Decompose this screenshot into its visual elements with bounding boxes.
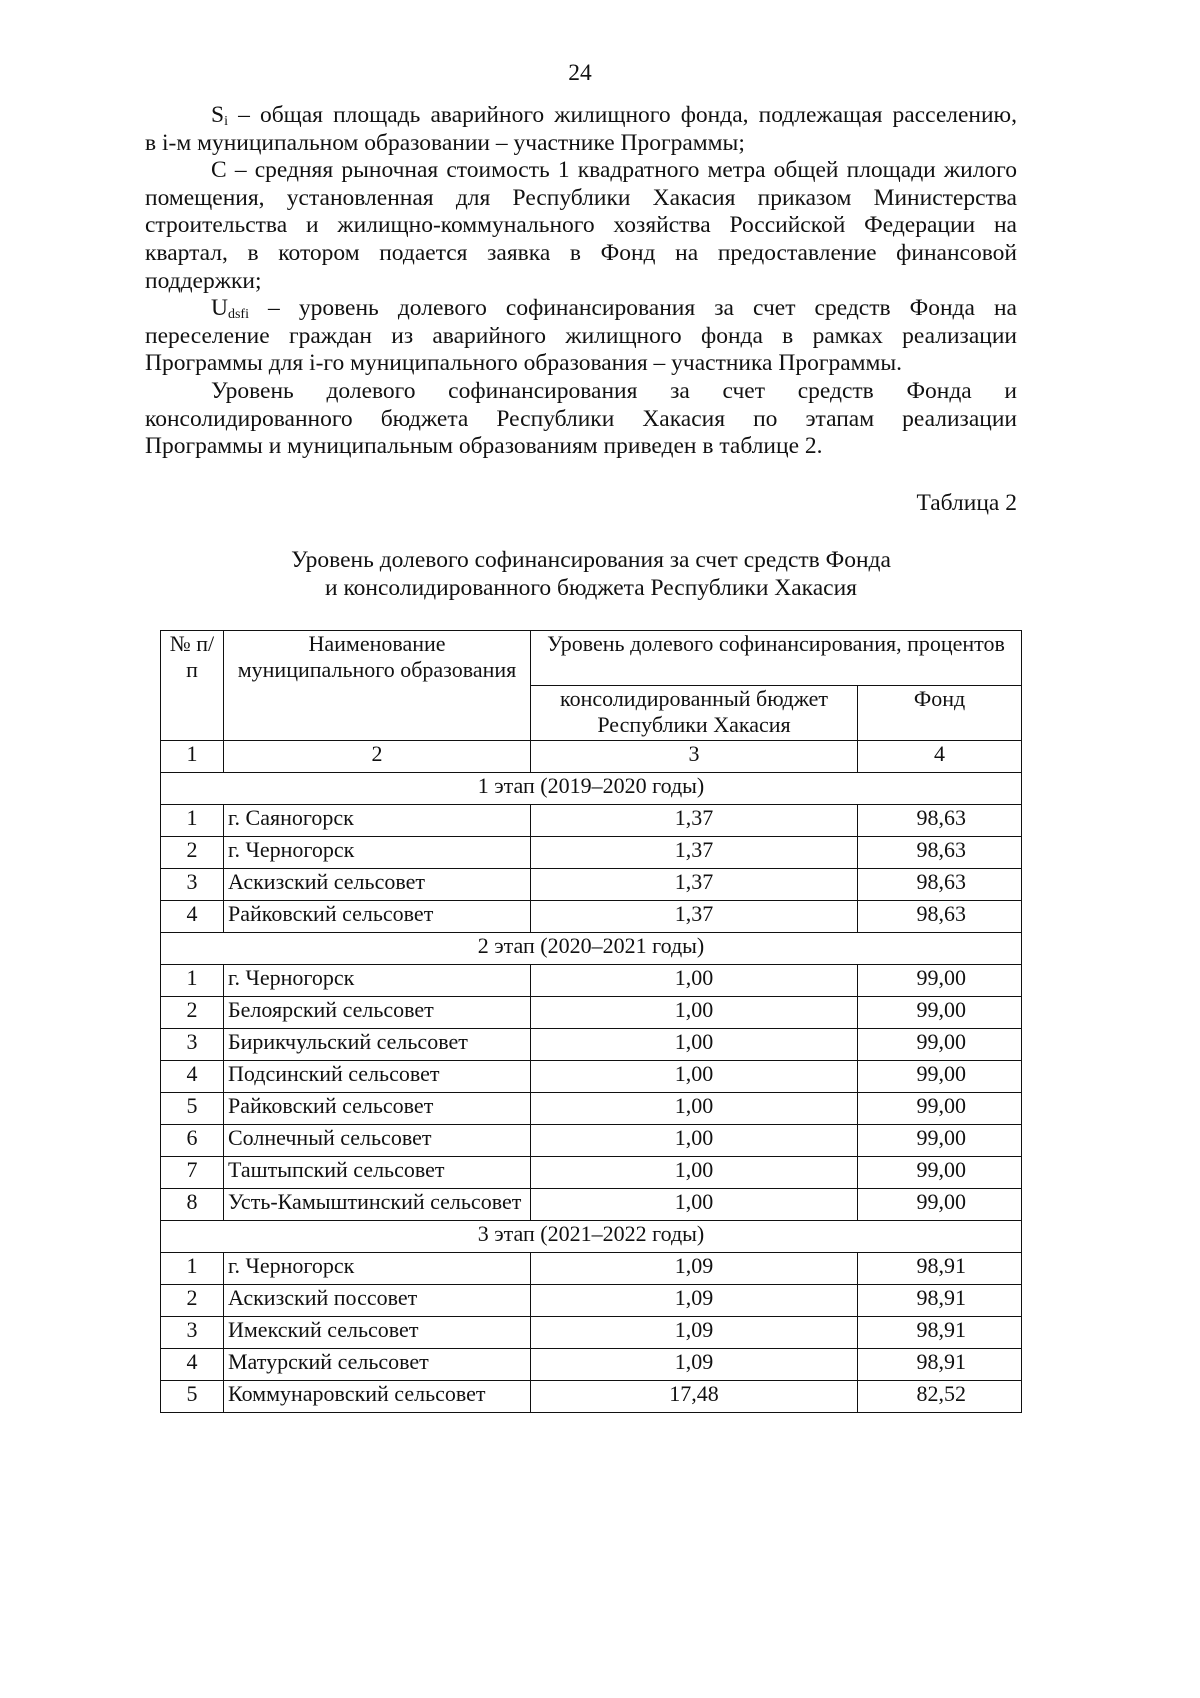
- table-label: Таблица 2: [916, 490, 1017, 516]
- table-row: [161, 1317, 1022, 1349]
- paragraph-line: [145, 323, 1017, 351]
- row-number: 1: [161, 1253, 224, 1285]
- municipality-name: Матурский сельсовет: [224, 1349, 531, 1381]
- municipality-name: Райковский сельсовет: [224, 1093, 531, 1125]
- table-row: [161, 1253, 1022, 1285]
- row-number: 2: [161, 997, 224, 1029]
- budget-share: 1,00: [531, 997, 858, 1029]
- municipality-name: Коммунаровский сельсовет: [224, 1381, 531, 1413]
- paragraph-line: [145, 212, 1017, 240]
- paragraph-line: [145, 268, 1017, 296]
- line-text: переселение граждан из аварийного жилищного фонда в рамках реализации: [145, 322, 1017, 349]
- municipality-name: Подсинский сельсовет: [224, 1061, 531, 1093]
- row-number: 4: [161, 1061, 224, 1093]
- line-text: строительства и жилищно-коммунального хозяйства Российской Федерации на: [145, 212, 1017, 239]
- budget-share: 1,09: [531, 1253, 858, 1285]
- row-number: 3: [161, 1317, 224, 1349]
- line-text: Программы и муниципальным образованиям приведен в таблице 2.: [145, 433, 823, 460]
- table-row: [161, 1285, 1022, 1317]
- municipality-name: г. Черногорск: [224, 837, 531, 869]
- header-fund: Фонд: [858, 686, 1022, 741]
- fund-share: 99,00: [858, 997, 1022, 1029]
- page-number: 24: [568, 60, 592, 86]
- fund-share: 99,00: [858, 1029, 1022, 1061]
- paragraph-line: [145, 130, 1017, 158]
- table-row: [161, 1189, 1022, 1221]
- line-text: Уровень долевого софинансирования за счет средств Фонда и: [211, 377, 1017, 404]
- stage-row: [161, 933, 1022, 965]
- fund-share: 98,63: [858, 869, 1022, 901]
- budget-share: 1,37: [531, 837, 858, 869]
- paragraph-line: [145, 433, 1017, 461]
- cofinancing-table: [160, 630, 1022, 1413]
- paragraph-line: [145, 102, 1017, 130]
- paragraph-line: [145, 406, 1017, 434]
- budget-share: 1,00: [531, 1029, 858, 1061]
- table-row: [161, 901, 1022, 933]
- fund-share: 98,63: [858, 837, 1022, 869]
- stage-title: 1 этап (2019–2020 годы): [161, 773, 1022, 805]
- body-text: [145, 102, 1017, 461]
- paragraph-line: [145, 185, 1017, 213]
- fund-share: 99,00: [858, 1189, 1022, 1221]
- municipality-name: Бирикчульский сельсовет: [224, 1029, 531, 1061]
- table-row: [161, 997, 1022, 1029]
- row-number: 7: [161, 1157, 224, 1189]
- budget-share: 1,00: [531, 1061, 858, 1093]
- variable-subscript: i: [224, 114, 228, 129]
- header-level: Уровень долевого софинансирования, процентов: [531, 631, 1022, 686]
- budget-share: 1,09: [531, 1317, 858, 1349]
- budget-share: 1,37: [531, 901, 858, 933]
- fund-share: 99,00: [858, 1157, 1022, 1189]
- line-text: консолидированного бюджета Республики Хакасия по этапам реализации: [145, 405, 1017, 432]
- municipality-name: г. Саяногорск: [224, 805, 531, 837]
- table-row: [161, 1093, 1022, 1125]
- line-text: Программы для i-го муниципального образования – участника Программы.: [145, 350, 903, 377]
- line-text: в i-м муниципальном образовании – участнике Программы;: [145, 129, 745, 156]
- row-number: 8: [161, 1189, 224, 1221]
- table-title: [160, 546, 1022, 602]
- line-text: помещения, установленная для Республики Хакасия приказом Министерства: [145, 184, 1017, 211]
- header-budget: консолидированный бюджет Республики Хакасия: [531, 686, 858, 741]
- municipality-name: Аскизский поссовет: [224, 1285, 531, 1317]
- fund-share: 98,91: [858, 1285, 1022, 1317]
- fund-share: 99,00: [858, 1125, 1022, 1157]
- municipality-name: Райковский сельсовет: [224, 901, 531, 933]
- col-number: 2: [224, 741, 531, 773]
- municipality-name: Солнечный сельсовет: [224, 1125, 531, 1157]
- budget-share: 17,48: [531, 1381, 858, 1413]
- table-row: [161, 1349, 1022, 1381]
- row-number: 3: [161, 869, 224, 901]
- table-row: [161, 869, 1022, 901]
- paragraph-line: [145, 378, 1017, 406]
- variable-symbol: S: [211, 102, 225, 128]
- fund-share: 82,52: [858, 1381, 1022, 1413]
- stage-title: 2 этап (2020–2021 годы): [161, 933, 1022, 965]
- stage-row: [161, 1221, 1022, 1253]
- table-row: [161, 1381, 1022, 1413]
- table-row: [161, 1029, 1022, 1061]
- col-number: 4: [858, 741, 1022, 773]
- line-text: поддержки;: [145, 267, 262, 294]
- paragraph-line: [145, 350, 1017, 378]
- variable-subscript: dsfi: [227, 307, 249, 323]
- header-num: № п/п: [161, 631, 224, 741]
- row-number: 4: [161, 1349, 224, 1381]
- table-row: [161, 1061, 1022, 1093]
- stage-title: 3 этап (2021–2022 годы): [161, 1221, 1022, 1253]
- budget-share: 1,00: [531, 1157, 858, 1189]
- row-number: 6: [161, 1125, 224, 1157]
- budget-share: 1,37: [531, 805, 858, 837]
- row-number: 1: [161, 965, 224, 997]
- line-text: – общая площадь аварийного жилищного фонда, подлежащая расселению,: [227, 102, 1017, 128]
- row-number: 2: [161, 837, 224, 869]
- fund-share: 99,00: [858, 1061, 1022, 1093]
- table-row: [161, 1125, 1022, 1157]
- budget-share: 1,09: [531, 1349, 858, 1381]
- stage-row: [161, 773, 1022, 805]
- municipality-name: г. Черногорск: [224, 1253, 531, 1285]
- header-name: Наименование муниципального образования: [224, 631, 531, 741]
- fund-share: 98,91: [858, 1253, 1022, 1285]
- municipality-name: Таштыпский сельсовет: [224, 1157, 531, 1189]
- col-number: 3: [531, 741, 858, 773]
- fund-share: 98,63: [858, 901, 1022, 933]
- row-number: 3: [161, 1029, 224, 1061]
- table-title-line: Уровень долевого софинансирования за счет средств Фонда: [291, 547, 891, 573]
- fund-share: 98,63: [858, 805, 1022, 837]
- row-number: 2: [161, 1285, 224, 1317]
- table-row: [161, 837, 1022, 869]
- row-number: 1: [161, 805, 224, 837]
- municipality-name: г. Черногорск: [224, 965, 531, 997]
- municipality-name: Усть-Камыштинский сельсовет: [224, 1189, 531, 1221]
- budget-share: 1,37: [531, 869, 858, 901]
- variable-symbol: U: [211, 295, 228, 322]
- municipality-name: Аскизский сельсовет: [224, 869, 531, 901]
- fund-share: 99,00: [858, 965, 1022, 997]
- col-number: 1: [161, 741, 224, 773]
- municipality-name: Белоярский сельсовет: [224, 997, 531, 1029]
- table-row: [161, 805, 1022, 837]
- budget-share: 1,00: [531, 1093, 858, 1125]
- table-row: [161, 1157, 1022, 1189]
- line-text: квартал, в котором подается заявка в Фонд на предоставление финансовой: [145, 239, 1017, 266]
- budget-share: 1,00: [531, 965, 858, 997]
- row-number: 5: [161, 1381, 224, 1413]
- fund-share: 99,00: [858, 1093, 1022, 1125]
- paragraph-line: [145, 157, 1017, 185]
- budget-share: 1,00: [531, 1189, 858, 1221]
- table-row: [161, 965, 1022, 997]
- budget-share: 1,09: [531, 1285, 858, 1317]
- budget-share: 1,00: [531, 1125, 858, 1157]
- fund-share: 98,91: [858, 1349, 1022, 1381]
- paragraph-line: [145, 240, 1017, 268]
- row-number: 5: [161, 1093, 224, 1125]
- line-text: – уровень долевого софинансирования за счет средств Фонда на: [248, 295, 1017, 322]
- fund-share: 98,91: [858, 1317, 1022, 1349]
- line-text: С – средняя рыночная стоимость 1 квадратного метра общей площади жилого: [211, 157, 1017, 184]
- row-number: 4: [161, 901, 224, 933]
- table-title-line: и консолидированного бюджета Республики Хакасия: [325, 575, 857, 601]
- municipality-name: Имекский сельсовет: [224, 1317, 531, 1349]
- paragraph-line: [145, 295, 1017, 323]
